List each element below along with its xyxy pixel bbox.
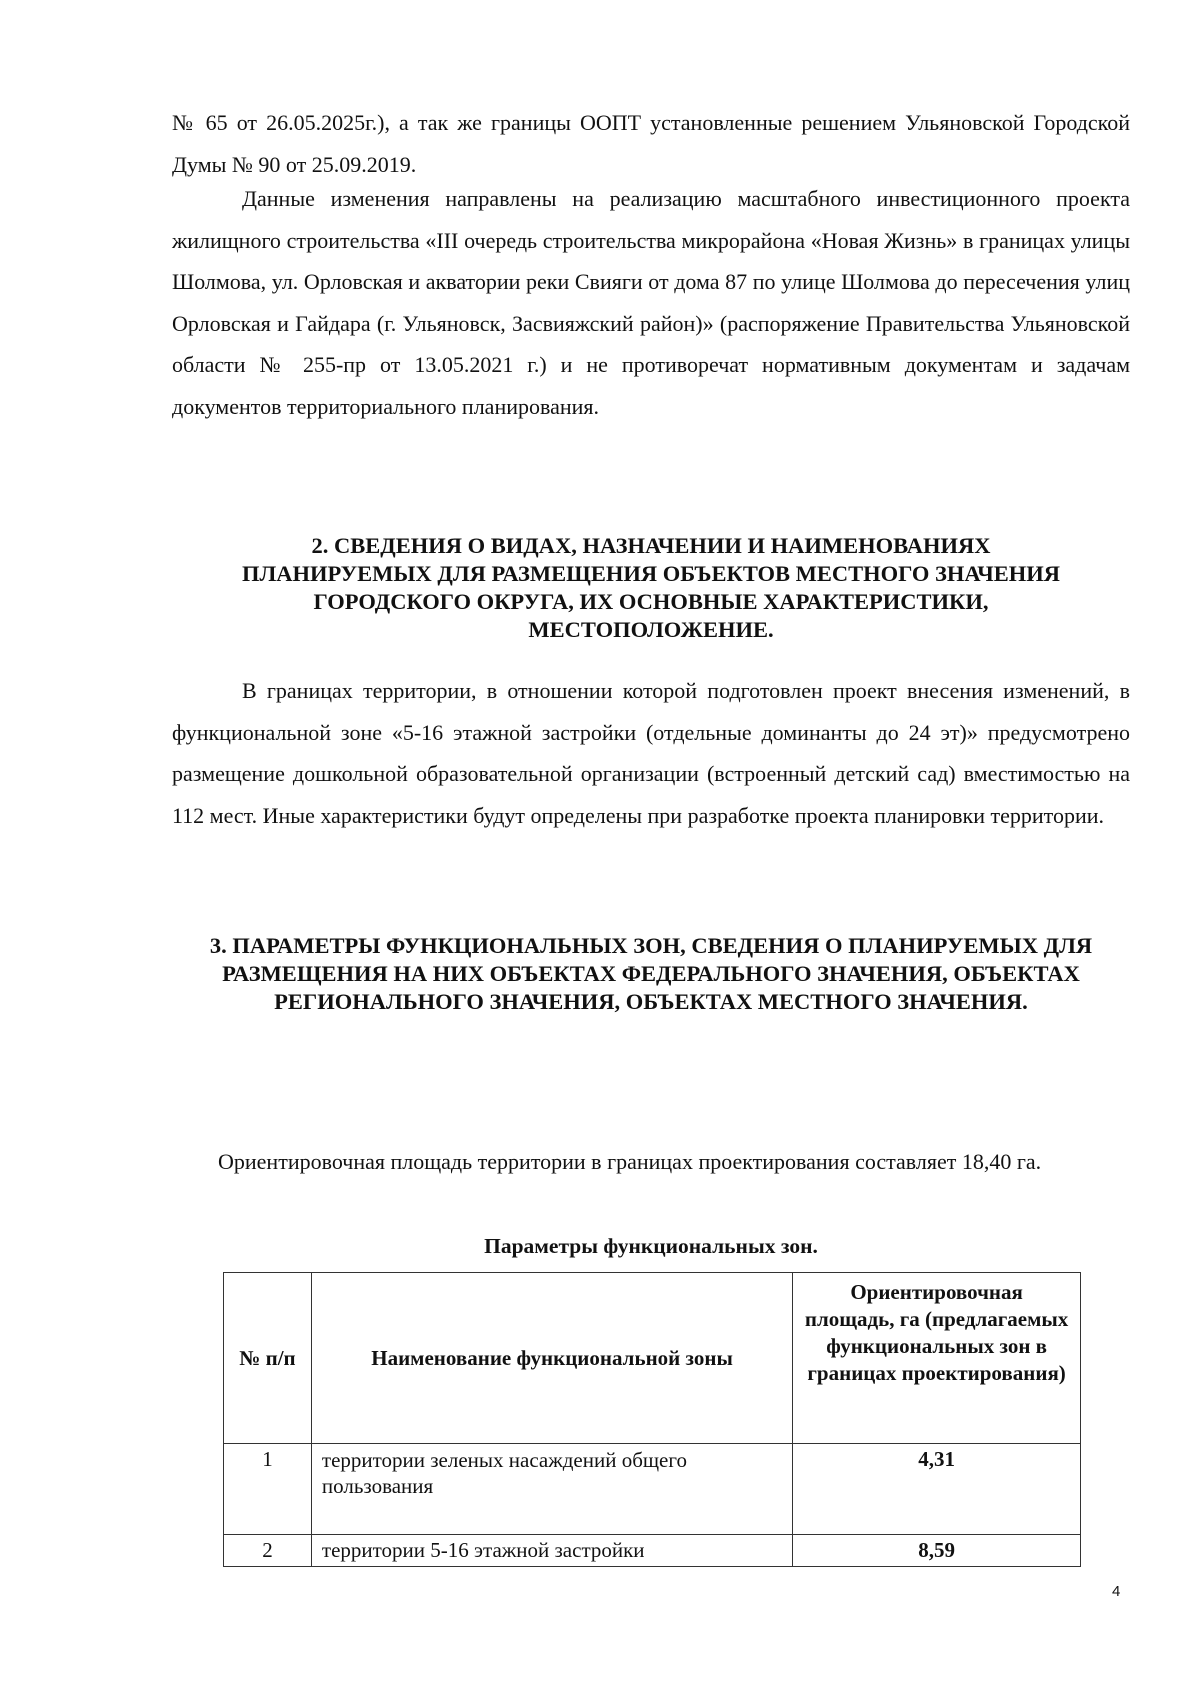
section-2-heading-line: ГОРОДСКОГО ОКРУГА, ИХ ОСНОВНЫЕ ХАРАКТЕРИСТИКИ, — [313, 589, 989, 614]
section-2-heading-line: 2. СВЕДЕНИЯ О ВИДАХ, НАЗНАЧЕНИИ И НАИМЕНОВАНИЯХ — [311, 533, 991, 558]
table-header-row — [224, 1273, 1081, 1444]
table-row — [224, 1535, 1081, 1567]
paragraph-continuation: № 65 от 26.05.2025г.), а так же границы ООПТ установленные решением Ульяновской Городской Думы № 90 от 25.09.2019. — [172, 110, 1130, 177]
table-row — [224, 1444, 1081, 1535]
header-zone-name: Наименование функциональной зоны — [311, 1273, 792, 1444]
table-title: Параметры функциональных зон. — [484, 1234, 818, 1258]
row-zone-name: территории 5-16 этажной застройки — [311, 1535, 792, 1567]
paragraph-changes-purpose: Данные изменения направлены на реализацию масштабного инвестиционного проекта жилищного строительства «III очередь строительства микрорайона «Новая Жизнь» в границах улицы Шолмова, ул. Орловская и акватории реки Свияги от дома 87 по улице Шолмова до пересечения улиц Орловская и Гайдара (г. Ульяновск, Засвияжский район)» (распоряжение Правительства Ульяновской области № 255-пр от 13.05.2021 г.) и не противоречат нормативным документам и задачам документов территориального планирования. — [172, 186, 1130, 419]
section-2-heading-line: ПЛАНИРУЕМЫХ ДЛЯ РАЗМЕЩЕНИЯ ОБЪЕКТОВ МЕСТНОГО ЗНАЧЕНИЯ — [241, 561, 1061, 586]
functional-zones-table — [223, 1272, 1081, 1567]
paragraph-local-objects: В границах территории, в отношении которой подготовлен проект внесения изменений, в функциональной зоне «5-16 этажной застройки (отдельные доминанты до 24 эт)» предусмотрено размещение дошкольной образовательной организации (встроенный детский сад) вместимостью на 112 мест. Иные характеристики будут определены при разработке проекта планировки территории. — [172, 678, 1130, 828]
page-number: 4 — [1112, 1583, 1121, 1600]
section-3-heading-line: 3. ПАРАМЕТРЫ ФУНКЦИОНАЛЬНЫХ ЗОН, СВЕДЕНИЯ О ПЛАНИРУЕМЫХ ДЛЯ — [209, 933, 1093, 958]
row-area: 4,31 — [793, 1444, 1081, 1535]
section-2-heading-line: МЕСТОПОЛОЖЕНИЕ. — [528, 617, 774, 642]
header-area: Ориентировочная площадь, га (предлагаемых функциональных зон в границах проектирования) — [793, 1273, 1081, 1444]
row-num: 1 — [224, 1444, 312, 1535]
row-num: 2 — [224, 1535, 312, 1567]
section-3-heading-line: РАЗМЕЩЕНИЯ НА НИХ ОБЪЕКТАХ ФЕДЕРАЛЬНОГО ЗНАЧЕНИЯ, ОБЪЕКТАХ — [222, 961, 1080, 986]
section-2-heading — [172, 532, 1130, 644]
paragraph-total-area: Ориентировочная площадь территории в границах проектирования составляет 18,40 га. — [218, 1149, 1042, 1174]
section-3-heading-line: РЕГИОНАЛЬНОГО ЗНАЧЕНИЯ, ОБЪЕКТАХ МЕСТНОГО ЗНАЧЕНИЯ. — [274, 989, 1028, 1014]
row-zone-name: территории зеленых насаждений общего пользования — [311, 1444, 792, 1535]
header-num: № п/п — [224, 1273, 312, 1444]
row-area: 8,59 — [793, 1535, 1081, 1567]
section-3-heading — [172, 932, 1130, 1016]
